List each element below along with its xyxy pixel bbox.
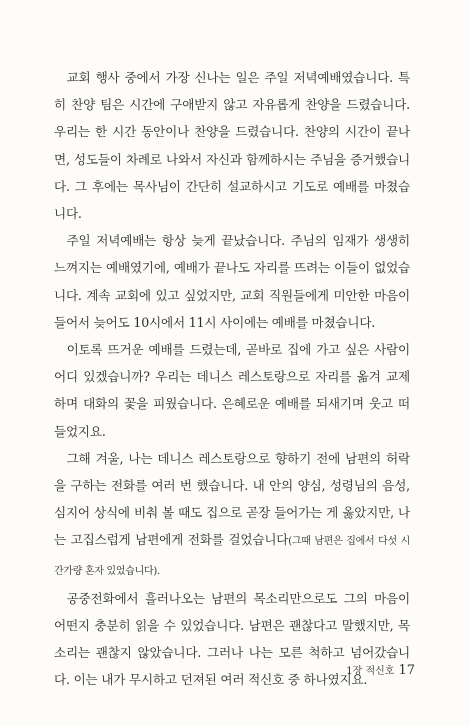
- paragraph-4-note: (그때 남편은 집에서 다섯 시간가량 혼자 있었습니다).: [54, 536, 411, 577]
- paragraph-4: [54, 445, 410, 585]
- paragraph-5: 공중전화에서 흘러나오는 남편의 목소리만으로도 그의 마음이 어떤지 충분히 읽을 수 있었습니다. 남편은 괜찮다고 말했지만, 목소리는 괜찮지 않았습니다. 그러나 나는 모른 척하고 넘어갔습니다. 이는 내가 무시하고 던져된 여러 적신호 중 하나였지요.: [54, 590, 410, 688]
- page-footer: [346, 662, 415, 678]
- paragraph-3: 이토록 뜨거운 예배를 드렸는데, 곧바로 집에 가고 싶은 사람이 어디 있겠습니까? 우리는 데니스 레스토랑으로 자리를 옮겨 교제하며 대화의 꽃을 피웠습니다. 은혜로운 예배를 되새기며 웃고 떠들었지요.: [54, 342, 410, 439]
- paragraph-1: 교회 행사 중에서 가장 신나는 일은 주일 저녁예배였습니다. 특히 찬양 팀은 시간에 구애받지 않고 자유롭게 찬양을 드렸습니다. 우리는 한 시간 동안이나 찬양을 드렸습니다. 찬양의 시간이 끝나면, 성도들이 차례로 나와서 자신과 함께하시는 주님을 증거했습니다. 그 후에는 목사님이 간단히 설교하시고 기도로 예배를 마쳤습니다.: [54, 70, 410, 222]
- body-text: [54, 64, 410, 694]
- chapter-label: 1장 적신호: [346, 666, 395, 677]
- page-number: 17: [398, 663, 415, 678]
- paragraph-4-text: 그해 겨울, 나는 데니스 레스토랑으로 향하기 전에 남편의 허락을 구하는 전화를 여러 번 했습니다. 내 안의 양심, 성령님의 음성, 심지어 상식에 비춰 볼 때도 집으로 곧장 들어가는 게 옳았지만, 나는 고집스럽게 남편에게 전화를 걸었습니다: [54, 450, 410, 548]
- paragraph-2: 주일 저녁예배는 항상 늦게 끝났습니다. 주님의 임재가 생생히 느껴지는 예배였기에, 예배가 끝나도 자리를 뜨려는 이들이 없었습니다. 계속 교회에 있고 싶었지만, 교회 직원들에게 미안한 마음이 들어서 늦어도 10시에서 11시 사이에는 예배를 마쳤습니다.: [54, 233, 410, 330]
